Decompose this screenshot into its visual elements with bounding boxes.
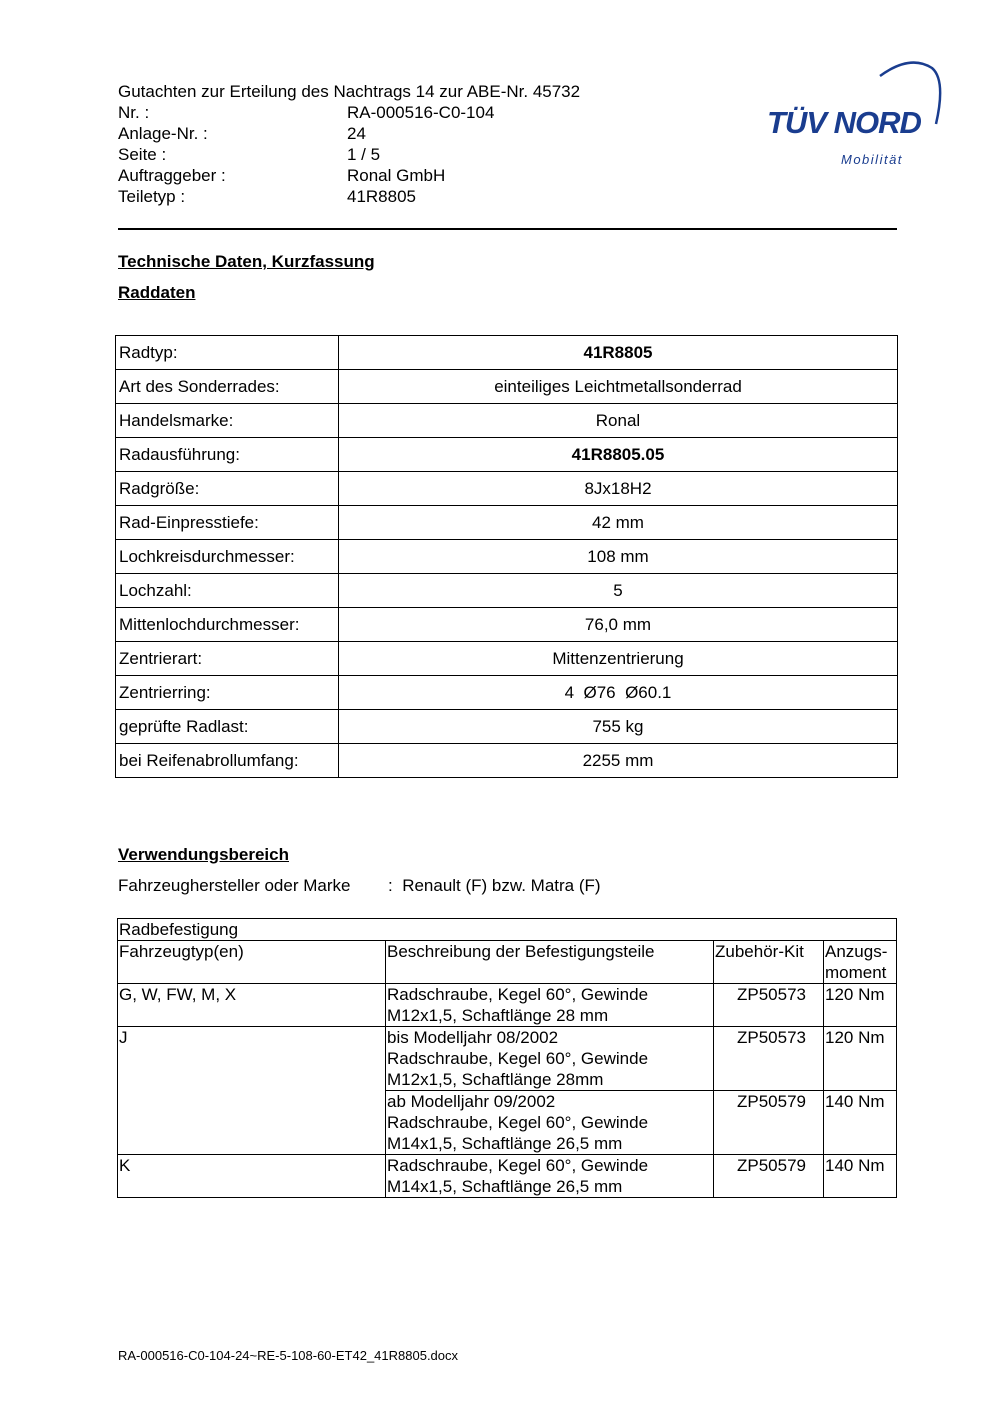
maker-separator: : <box>388 876 393 895</box>
table-row: J bis Modelljahr 08/2002 Radschraube, Kegel 60°, Gewinde M12x1,5, Schaftlänge 28mm ZP50573 120 Nm <box>118 1027 897 1091</box>
tuev-nord-logo <box>760 56 950 171</box>
table-row: Lochzahl: 5 <box>116 574 898 608</box>
document-header <box>118 81 580 207</box>
header-row-auftraggeber: Auftraggeber : Ronal GmbH <box>118 166 446 185</box>
table-row: Zentrierart: Mittenzentrierung <box>116 642 898 676</box>
raddaten-table <box>115 335 898 778</box>
logo-subtitle: Mobilität <box>841 152 903 167</box>
logo-wordmark: TÜV NORD <box>767 105 921 140</box>
table-row: K Radschraube, Kegel 60°, Gewinde M14x1,5, Schaftlänge 26,5 mm ZP50579 140 Nm <box>118 1155 897 1198</box>
table-row: Lochkreisdurchmesser: 108 mm <box>116 540 898 574</box>
verwendung-title: Verwendungsbereich <box>118 845 289 864</box>
header-row-anlage: Anlage-Nr. : 24 <box>118 124 366 143</box>
maker-value: Renault (F) bzw. Matra (F) <box>402 876 601 895</box>
table-row: Radgröße: 8Jx18H2 <box>116 472 898 506</box>
maker-label: Fahrzeughersteller oder Marke <box>118 876 351 895</box>
vehicle-maker <box>118 876 601 896</box>
table-row: Handelsmarke: Ronal <box>116 404 898 438</box>
document-title: Gutachten zur Erteilung des Nachtrags 14 zur ABE-Nr. 45732 <box>118 82 581 101</box>
table-row: bei Reifenabrollumfang: 2255 mm <box>116 744 898 778</box>
table-row: Zentrierring: 4 Ø76 Ø60.1 <box>116 676 898 710</box>
table-row: ab Modelljahr 09/2002 Radschraube, Kegel 60°, Gewinde M14x1,5, Schaftlänge 26,5 mm ZP50579 140 Nm <box>118 1091 897 1155</box>
table-row: G, W, FW, M, X Radschraube, Kegel 60°, Gewinde M12x1,5, Schaftlänge 28 mm ZP50573 120 Nm <box>118 984 897 1027</box>
section-subtitle: Raddaten <box>118 283 196 302</box>
header-row-seite: Seite : 1 / 5 <box>118 145 381 164</box>
header-row-teiletyp: Teiletyp : 41R8805 <box>118 187 417 206</box>
table-caption-row: Radbefestigung <box>118 919 897 941</box>
radbefestigung-table <box>117 918 897 1198</box>
table-row: geprüfte Radlast: 755 kg <box>116 710 898 744</box>
table-row: Radausführung: 41R8805.05 <box>116 438 898 472</box>
section-title: Technische Daten, Kurzfassung <box>118 252 375 271</box>
header-divider <box>118 228 897 230</box>
table-header-row: Fahrzeugtyp(en) Beschreibung der Befestigungsteile Zubehör-Kit Anzugs- moment <box>118 941 897 984</box>
table-row: Art des Sonderrades: einteiliges Leichtmetallsonderrad <box>116 370 898 404</box>
header-row-nr: Nr. : RA-000516-C0-104 <box>118 103 495 122</box>
page-footer: RA-000516-C0-104-24~RE-5-108-60-ET42_41R8805.docx <box>118 1348 459 1363</box>
table-row: Mittenlochdurchmesser: 76,0 mm <box>116 608 898 642</box>
table-row: Rad-Einpresstiefe: 42 mm <box>116 506 898 540</box>
table-row: Radtyp: 41R8805 <box>116 336 898 370</box>
